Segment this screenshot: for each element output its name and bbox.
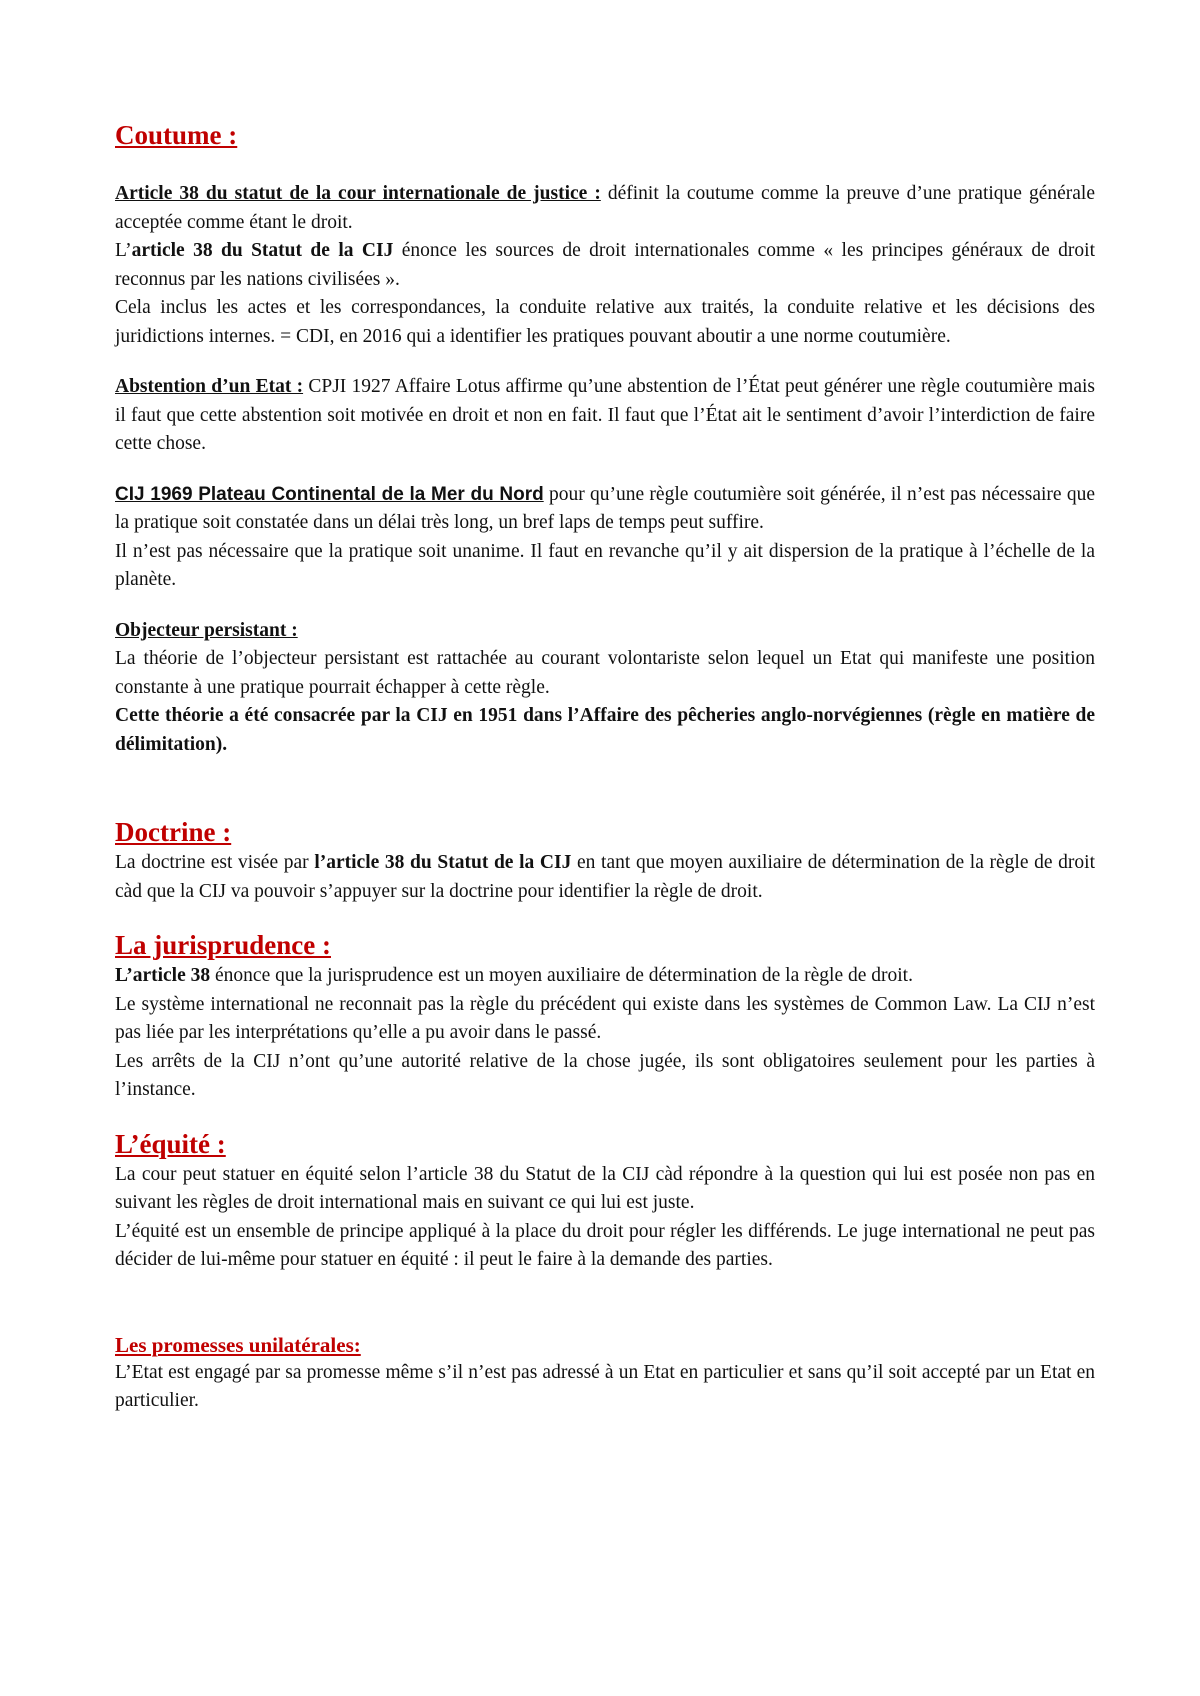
paragraph-arrets: Les arrêts de la CIJ n’ont qu’une autorité relative de la chose jugée, ils sont obligatoires seulement pour les parties à l’instance. [115,1050,1095,1100]
paragraph-abstention [115,373,1095,459]
text-cij-1969: pour qu’une règle coutumière soit générée, il n’est pas nécessaire que la pratique soit constatée dans un délai très long, un bref laps de temps peut suffire. [115,483,1095,533]
paragraph-equite: La cour peut statuer en équité selon l’article 38 du Statut de la CIJ càd répondre à la question qui lui est posée non pas en suivant les règles de droit international mais en suivant ce qui lui est juste. [115,1163,1095,1213]
paragraph-jurisprudence [115,962,1095,991]
text-sources: énonce les sources de droit internationales comme « les principes généraux de droit reconnus par les nations civilisées ». [115,240,1095,290]
term-abstention: Abstention d’un Etat : [115,376,304,397]
text-abstention: CPJI 1927 Affaire Lotus affirme qu’une abstention de l’État peut générer une règle coutumière mais il faut que cette abstention soit motivée en droit et non en fait. Il faut que l’État ait le sentiment d’avoir l’interdiction de faire cette chose. [115,376,1095,454]
document-page [115,118,1095,1416]
paragraph-equite-2: L’équité est un ensemble de principe appliqué à la place du droit pour régler les différends. Le juge international ne peut pas décider de lui-même pour statuer en équité : il peut le faire à la demande des parties. [115,1220,1095,1270]
heading-doctrine: Doctrine : [115,817,232,847]
term-jurisprudence-article: L’article 38 [115,965,211,986]
heading-equite: L’équité : [115,1128,226,1159]
paragraph-actes: Cela inclus les actes et les correspondances, la conduite relative aux traités, la conduite relative et les décisions des juridictions internes. = CDI, en 2016 qui a identifier les pratiques pouvant aboutir a une norme coutumière. [115,297,1095,347]
text-jurisprudence: énonce que la jurisprudence est un moyen auxiliaire de détermination de la règle de droit. [210,965,913,986]
term-objecteur: Objecteur persistant : [115,619,298,641]
text-prefix: L’ [115,240,132,261]
term-article-38-cij: article 38 du Statut de la CIJ [131,240,394,261]
paragraph-cij-1969 [115,481,1095,538]
paragraph-promesses: L’Etat est engagé par sa promesse même s’il n’est pas adressé à un Etat en particulier et sans qu’il soit accepté par un Etat en particulier. [115,1361,1095,1411]
paragraph-doctrine [115,849,1095,906]
paragraph-article-38-sources [115,237,1095,294]
text-doctrine: en tant que moyen auxiliaire de détermination de la règle de droit càd que la CIJ va pouvoir s’appuyer sur la doctrine pour identifier la règle de droit. [115,852,1096,902]
heading-jurisprudence: La jurisprudence : [115,930,331,960]
paragraph-dispersion: Il n’est pas nécessaire que la pratique soit unanime. Il faut en revanche qu’il y ait dispersion de la pratique à l’échelle de la planète. [115,540,1095,590]
paragraph-objecteur-title [115,617,1095,646]
term-cij-1969: CIJ 1969 Plateau Continental de la Mer du Nord [115,483,544,505]
text-doctrine-pre: La doctrine est visée par [115,852,315,873]
heading-promesses: Les promesses unilatérales: [115,1332,361,1357]
paragraph-objecteur-bold: Cette théorie a été consacrée par la CIJ en 1951 dans l’Affaire des pêcheries anglo-norvégiennes (règle en matière de délimitation). [115,705,1095,755]
paragraph-article-38-definition [115,180,1095,237]
term-article-38-statut: Article 38 du statut de la cour internationale de justice : [115,183,601,204]
term-doctrine-article: l’article 38 du Statut de la CIJ [314,852,572,873]
heading-coutume: Coutume : [115,120,238,150]
text-article-38-definition: définit la coutume comme la preuve d’une pratique générale acceptée comme étant le droit. [115,183,1095,233]
paragraph-objecteur: La théorie de l’objecteur persistant est rattachée au courant volontariste selon lequel un Etat qui manifeste une position constante à une pratique pourrait échapper à cette règle. [115,648,1095,698]
paragraph-precedent: Le système international ne reconnait pas la règle du précédent qui existe dans les systèmes de Common Law. La CIJ n’est pas liée par les interprétations qu’elle a pu avoir dans le passé. [115,993,1095,1043]
